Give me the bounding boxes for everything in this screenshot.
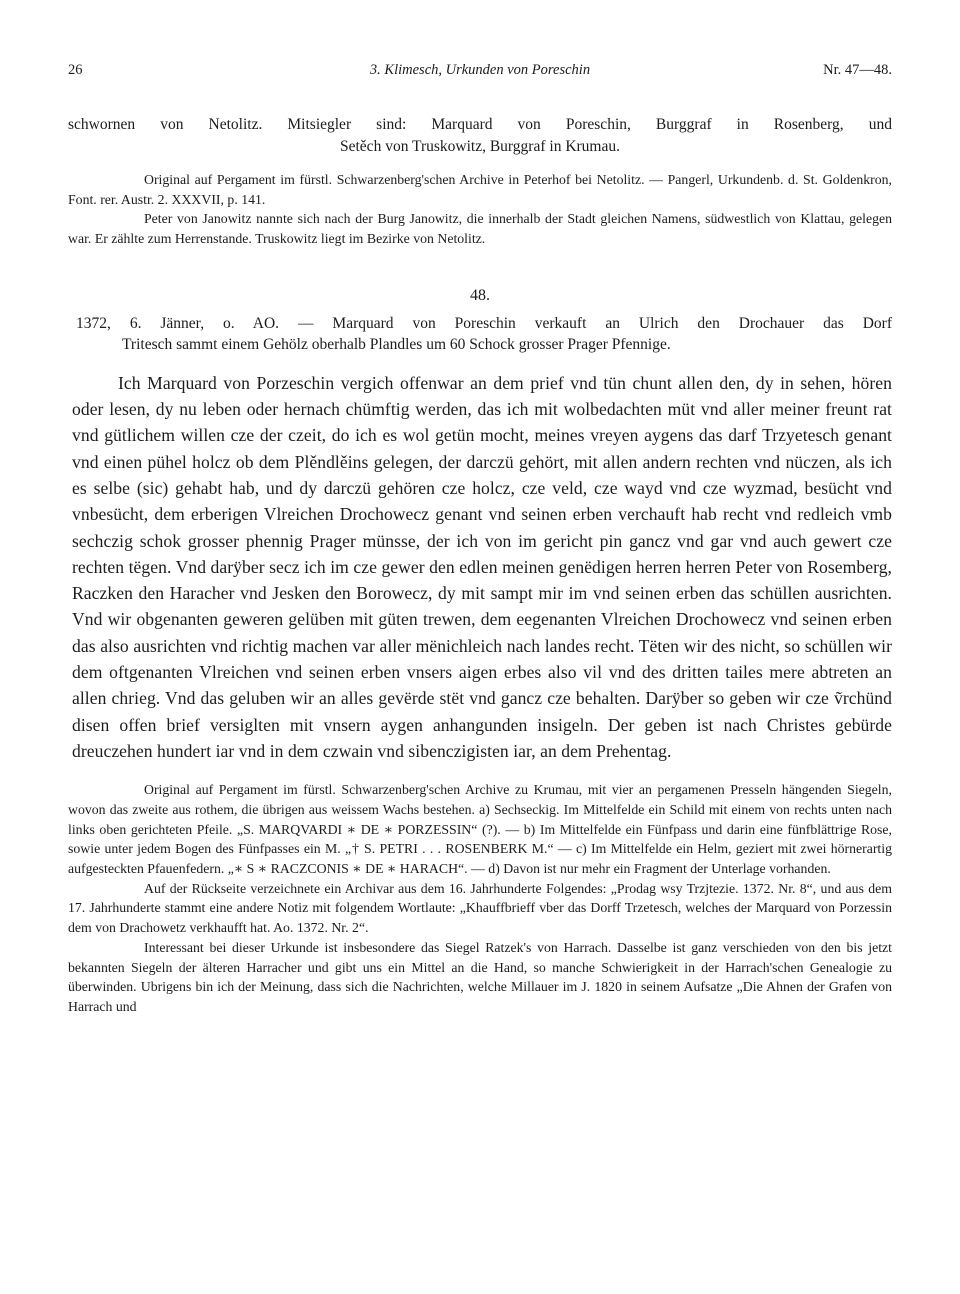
note-paragraph: Interessant bei dieser Urkunde ist insbesondere das Siegel Ratzek's von Harrach. Dasselbe ist ganz verschieden von den bis jetzt bekannten Siegeln der älteren Harracher und gibt uns ein Mittel an die Hand, so manche Schwierigkeit in der Harrach'schen Genealogie zu überwinden. Ubrigens bin ich der Meinung, dass sich die Nachrichten, welche Millauer im J. 1820 in seinem Aufsatze „Die Ahnen der Grafen von Harrach und [68,939,892,1014]
charter-text [68,370,892,764]
notes-document-48 [68,780,892,1016]
charter-paragraph: Ich Marquard von Porzeschin vergich offenwar an dem prief vnd tün chunt allen den, dy in sehen, hören oder lesen, dy nu leben oder hernach chümftig werden, das ich mit wolbedachten müt vnd aller meiner freunt rat vnd gütlichem willen cze der czeit, do ich es wol getün mocht, meines vreyen aygens das darf Trzyetesch genant vnd einen pühel holcz ob dem Plěndlěins gelegen, der darczü gehört, mit allen andern rechten vnd nüczen, als ich es selbe (sic) gehabt hab, und dy darczü gehören cze holcz, cze veld, cze wayd vnd cze wyzmad, besücht vnd vnbesücht, dem erberigen Vlreichen Drochowecz genant vnd seinen erben verchauft hab recht vnd redleich vmb sechczig schok grosser phennig Prager münsse, der ich von im gericht pin gancz vnd gar vnd auch gewert cze rechten tëgen. Vnd darÿber secz ich im cze gewer den edlen meinen genëdigen herren herren Peter von Rosemberg, Raczken den Haracher vnd Jesken den Borowecz, dy mit sampt mir im vnd seinen erben das schüllen ausrichten. Vnd wir obgenanten geweren gelüben mit güten trewen, dem eegenanten Vlreichen Drochowecz vnd seinen erben das also ausrichten vnd richtig machen var aller mënichleich nach landes recht. Tëten wir des nicht, so schüllen wir dem oftgenanten Vlreichen vnd seinen erben vnsers aigen erbes also vil vnd des dritten tailes mere abtreten an allen chrieg. Vnd das geluben wir an alles gevërde stët vnd gancz cze behalten. Darÿber so geben wir cze ṽrchünd disen offen brief versiglten mit vnsern aygen anhangunden insigeln. Der geben ist nach Christes gebürde dreuczehen hundert iar vnd in dem czwain vnd sibenczigisten iar, an dem Prehentag. [72,372,892,761]
document-number: 48. [470,286,490,304]
page-header [68,62,892,86]
running-title: 3. Klimesch, Urkunden von Poreschin [369,62,591,78]
note-paragraph: Original auf Pergament im fürstl. Schwarzenberg'schen Archive zu Krumau, mit vier an pergamenen Presseln hängenden Siegeln, wovon das zweite aus rothem, die übrigen aus weissem Wachs bestehen. a) Sechseckig. Im Mittelfelde ein Schild mit einem von rechts unten nach links oben gerichteten Pfeile. „S. MARQVARDI ∗ DE ∗ PORZESSIN“ (?). — b) Im Mittelfelde ein Fünfpass und darin eine fünfblättrige Rose, sowie unter jedem Bogen des Fünfpasses ein M. „† S. PETRI . . . ROSENBERK M.“ — c) Im Mittelfelde ein Helm, geziert mit zwei hörnerartig aufgesteckten Pfauenfedern. „∗ S ∗ RACZCONIS ∗ DE ∗ HARACH“. — d) Davon ist nur mehr ein Fragment der Unterlage vorhanden. [68,782,892,877]
note-paragraph: Original auf Pergament im fürstl. Schwarzenberg'schen Archive in Peterhof bei Netolitz. — Pangerl, Urkundenb. d. St. Goldenkron, Font. rer. Austr. 2. XXXVII, p. 141. [68,172,892,207]
page-number: 26 [68,62,83,78]
notes-document-47 [68,170,892,249]
continuation-text [68,114,892,158]
regest-line: Tritesch sammt einem Gehölz oberhalb Plandles um 60 Schock grosser Prager Pfennige. [122,336,671,354]
note-paragraph: Peter von Janowitz nannte sich nach der Burg Janowitz, die innerhalb der Stadt gleichen Namens, südwestlich von Klattau, gelegen war. Er zählte zum Herrenstande. Truskowitz liegt im Bezirke von Netolitz. [68,211,892,247]
document-numbers: Nr. 47—48. [823,62,892,78]
regest-line: 1372, 6. Jänner, o. AO. — Marquard von Poreschin verkauft an Ulrich den Drochauer das Dorf [76,314,892,332]
note-paragraph: Auf der Rückseite verzeichnete ein Archivar aus dem 16. Jahrhunderte Folgendes: „Prodag wsy Trzjtezie. 1372. Nr. 8“, und aus dem 17. Jahrhunderte stammt eine andere Notiz mit folgendem Wortlaute: „Khauffbrieff vber das Dorff Trzetesch, welches der Marquard von Porzessin dem von Drachowetz verkhaufft hat. Ao. 1372. Nr. 2“. [68,880,892,936]
continuation-line: Setěch von Truskowitz, Burggraf in Krumau. [340,138,620,155]
continuation-line: schwornen von Netolitz. Mitsiegler sind: Marquard von Poreschin, Burggraf in Rosenberg, und [68,116,892,133]
regest [68,313,892,356]
